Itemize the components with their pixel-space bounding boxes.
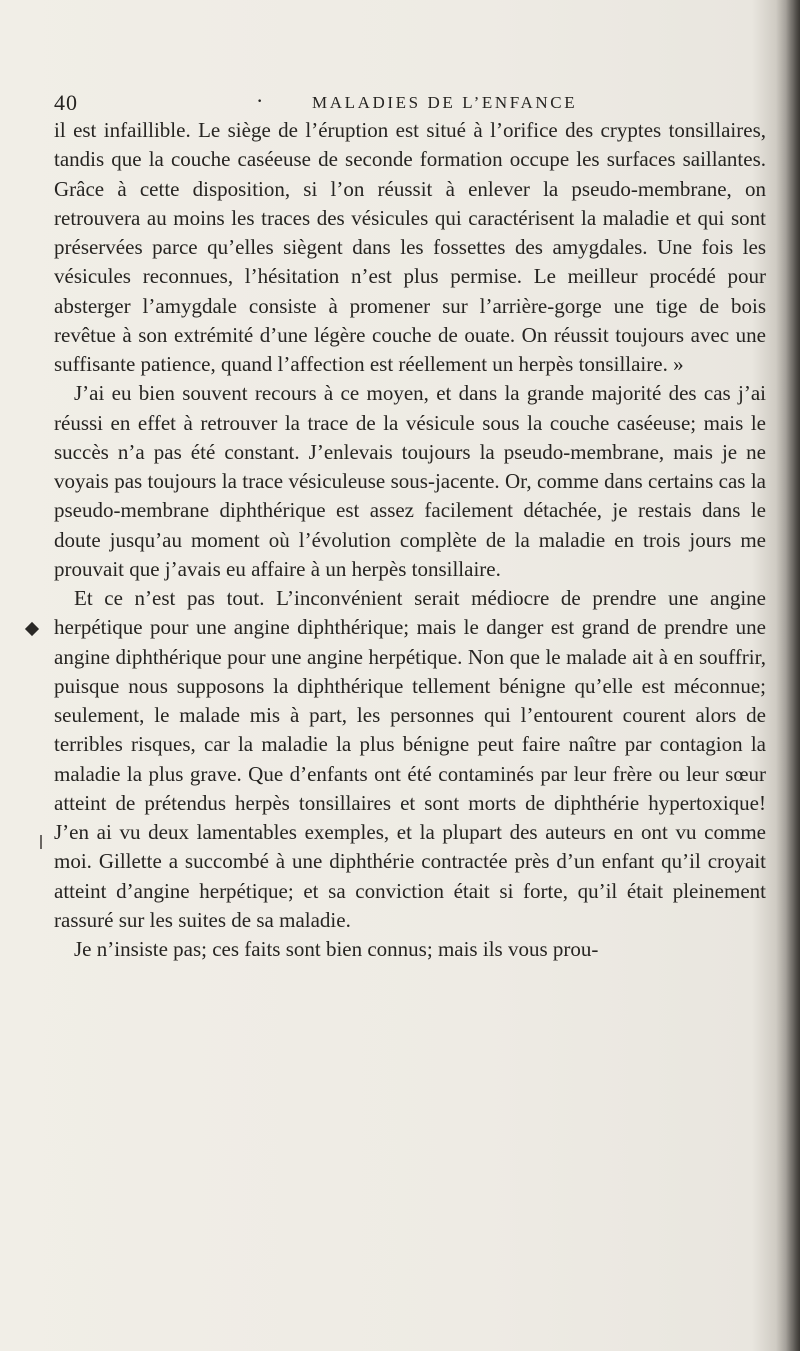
paragraph-2: J’ai eu bien souvent recours à ce moyen, et dans la grande majorité des cas j’ai réussi en effet à retrouver la trace de la vésicule sous la couche caséeuse; mais le succès n’a pas été constant. J’enlevais toujours la pseudo-membrane, mais je ne voyais pas toujours la trace vésiculeuse sous-jacente. Or, comme dans certains cas la pseudo-membrane diphthérique est assez facilement détachée, je restais dans le doute jusqu’au moment où l’évolution complète de la maladie en trois jours me prouvait que j’avais eu affaire à un herpès tonsillaire. [54, 381, 766, 581]
page-edge-shadow [786, 0, 800, 1351]
margin-mark [25, 622, 39, 636]
header-separator: · [256, 88, 264, 113]
body-text [54, 116, 766, 964]
running-title: MALADIES DE L’ENFANCE [312, 93, 578, 112]
paragraph-1: il est infaillible. Le siège de l’éruption est situé à l’orifice des cryptes tonsillaires, tandis que la couche caséeuse de seconde formation occupe les surfaces saillantes. Grâce à cette disposition, si l’on réussit à enlever la pseudo-membrane, on retrouvera au moins les traces des vésicules qui caractérisent la maladie et qui sont préservées parce qu’elles siègent dans les fossettes des amygdales. Une fois les vésicules reconnues, l’hésitation n’est plus permise. Le meilleur procédé pour absterger l’amygdale consiste à promener sur l’arrière-gorge une tige de bois revêtue à son extrémité d’une légère couche de ouate. On réussit toujours avec une suffisante patience, quand l’affection est réellement un herpès tonsillaire. » [54, 118, 766, 376]
margin-tick [40, 835, 42, 849]
page-number: 40 [54, 90, 78, 115]
paragraph-3: Et ce n’est pas tout. L’inconvénient serait médiocre de prendre une angine herpétique pour une angine diphthérique; mais le danger est grand de prendre une angine diphthérique pour une angine herpétique. Non que le malade ait à en souffrir, puisque nous supposons la diphthérique tellement bénigne qu’elle est méconnue; seulement, le malade mis à part, les personnes qui l’entourent courent alors de terribles risques, car la maladie la plus bénigne peut faire naître par contagion la maladie la plus grave. Que d’enfants ont été contaminés par leur frère ou leur sœur atteint de prétendus herpès tonsillaires et sont morts de diphthérie hypertoxique! J’en ai vu deux lamentables exemples, et la plupart des auteurs en ont vu comme moi. Gillette a succombé à une diphthérie contractée près d’un enfant qu’il croyait atteint d’angine herpétique; et sa conviction était si forte, qu’il était pleinement rassuré sur les suites de sa maladie. [54, 586, 766, 932]
paragraph-4: Je n’insiste pas; ces faits sont bien connus; mais ils vous prou- [74, 937, 599, 961]
